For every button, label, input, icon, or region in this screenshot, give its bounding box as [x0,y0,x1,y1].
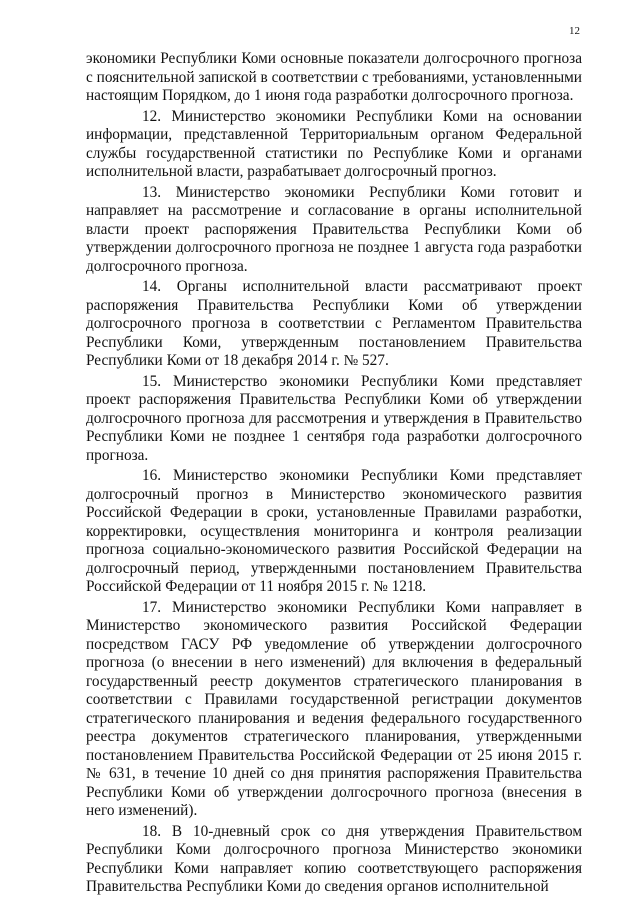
paragraph-continuation: экономики Республики Коми основные показатели долгосрочного прогноза с пояснительной запиской в соответствии с требованиями, установленными настоящим Порядком, до 1 июня года разработки долгосрочного прогноза. [86,50,582,104]
page-number: 12 [569,25,580,37]
paragraph-15: 15. Министерство экономики Республики Коми представляет проект распоряжения Правительства Республики Коми об утверждении долгосрочного прогноза для рассмотрения и утверждения в Правительство Республики Коми не позднее 1 сентября года разработки долгосрочного прогноза. [86,372,582,464]
paragraph-18: 18. В 10-дневный срок со дня утверждения Правительством Республики Коми долгосрочного прогноза Министерство экономики Республики Коми направляет копию соответствующего распоряжения Правительства Республики Коми до сведения органов исполнительной [86,822,582,895]
paragraph-12: 12. Министерство экономики Республики Коми на основании информации, представленной Территориальным органом Федеральной службы государственной статистики по Республике Коми и органами исполнительной власти, разрабатывает долгосрочный прогноз. [86,107,582,180]
paragraph-17: 17. Министерство экономики Республики Коми направляет в Министерство экономического развития Российской Федерации посредством ГАСУ РФ уведомление об утверждении долгосрочного прогноза (о внесении в него изменений) для включения в федеральный государственный реестр документов стратегического планирования в соответствии с Правилами государственной регистрации документов стратегического планирования и ведения федерального государственного реестра документов стратегического планирования, утвержденными постановлением Правительства Российской Федерации от 25 июня 2015 г. № 631, в течение 10 дней со дня принятия распоряжения Правительства Республики Коми об утверждении долгосрочного прогноза (внесения в него изменений). [86,598,582,819]
paragraph-16: 16. Министерство экономики Республики Коми представляет долгосрочный прогноз в Министерство экономического развития Российской Федерации в сроки, установленные Правилами разработки, корректировки, осуществления мониторинга и контроля реализации прогноза социально-экономического развития Российской Федерации на долгосрочный период, утвержденными постановлением Правительства Российской Федерации от 11 ноября 2015 г. № 1218. [86,467,582,595]
paragraph-13: 13. Министерство экономики Республики Коми готовит и направляет на рассмотрение и согласование в органы исполнительной власти проект распоряжения Правительства Республики Коми об утверждении долгосрочного прогноза не позднее 1 августа года разработки долгосрочного прогноза. [86,183,582,275]
paragraph-14: 14. Органы исполнительной власти рассматривают проект распоряжения Правительства Республики Коми об утверждении долгосрочного прогноза в соответствии с Регламентом Правительства Республики Коми, утвержденным постановлением Правительства Республики Коми от 18 декабря 2014 г. № 527. [86,278,582,369]
document-body [86,50,582,897]
